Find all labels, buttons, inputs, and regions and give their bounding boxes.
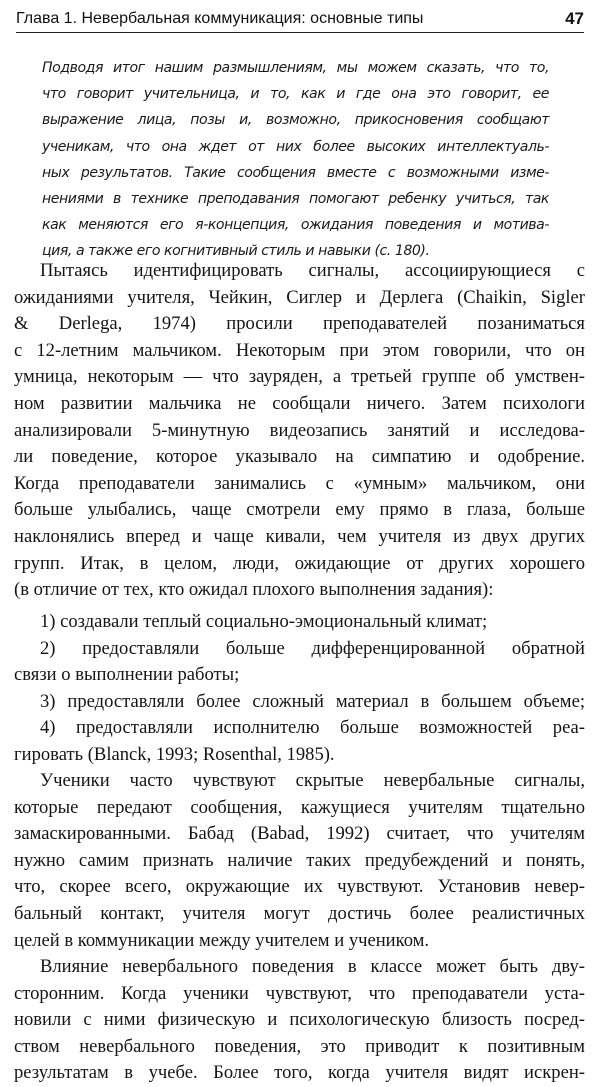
block-quote <box>42 55 549 265</box>
text-line: умница, некоторым — что зауряден, а третьей группе об умствен- <box>14 366 585 388</box>
quote-line: что говорит учительница, и то, как и где она это говорит, ее <box>42 86 549 103</box>
list-item-2: 2) предоставляли больше дифференцированной обратной <box>40 637 585 659</box>
text-line: групп. Итак, в целом, люди, ожидающие от других хорошего <box>14 552 585 574</box>
text-line: Влияние невербального поведения в классе может быть дву- <box>40 956 585 977</box>
text-line: с 12-летним мальчиком. Некоторым при этом говорили, что он <box>14 339 585 361</box>
page-number: 47 <box>565 9 584 28</box>
list-item-4: 4) предоставляли исполнителю больше возможностей реа- <box>40 717 585 739</box>
text-line: ном развитии мальчика не сообщали ничего. Затем психологи <box>14 392 585 414</box>
text-line: замаскированными. Бабад (Babad, 1992) считает, что учителям <box>14 823 585 845</box>
paragraph-two-sided-influence <box>14 954 585 1087</box>
quote-line: нениями в технике преподавания помогают ребенку учиться, так <box>42 191 549 208</box>
chapter-title: Глава 1. Невербальная коммуникация: основные типы <box>16 10 424 27</box>
text-line: & Derlega, 1974) просили преподавателей позаниматься <box>14 313 585 335</box>
text-line: Когда преподаватели занимались с «умным» мальчиком, они <box>14 472 585 494</box>
list-item-2-cont: связи о выполнении работы; <box>14 664 240 686</box>
text-line: сторонним. Когда ученики чувствуют, что преподаватели уста- <box>14 982 585 1004</box>
quote-line: ных результатов. Такие сообщения вместе с возможными изме- <box>42 164 549 181</box>
quote-line: Подводя итог нашим размышлениям, мы можем сказать, что то, <box>42 60 549 76</box>
text-line: которые передают сообщения, кажущиеся учителям тщательно <box>14 796 585 818</box>
text-line: бальный контакт, учителя могут достичь более реалистичных <box>14 902 585 924</box>
text-line: целей в коммуникации между учителем и учеником. <box>14 929 430 951</box>
text-line: новили с ними физическую и психологическую близость посред- <box>14 1009 585 1031</box>
text-line: нужно самим признать наличие таких предубеждений и понять, <box>14 849 585 871</box>
text-line: ли поведение, которое указывало на симпатию и одобрение. <box>14 446 585 468</box>
quote-line: выражение лица, позы и, возможно, прикосновения сообщают <box>42 112 549 129</box>
quote-line: ция, а также его когнитивный стиль и навыки (с. 180). <box>42 243 430 260</box>
list-item-3: 3) предоставляли более сложный материал в большем объеме; <box>40 690 585 712</box>
text-line: больше улыбались, чаще смотрели ему прямо в глаза, больше <box>14 499 585 521</box>
text-line: ством невербального поведения, это приводит к позитивным <box>14 1035 585 1057</box>
paragraph-hidden-signals <box>14 768 585 954</box>
header-rule <box>16 32 584 33</box>
text-line: наклонялись вперед и чаще кивали, чем учителя из двух других <box>14 525 585 547</box>
text-line: результатам в учебе. Более того, когда учителя видят искрен- <box>14 1062 585 1084</box>
text-line: Пытаясь идентифицировать сигналы, ассоциирующиеся с <box>40 260 585 281</box>
text-line: (в отличие от тех, кто ожидал плохого выполнения задания): <box>14 579 494 601</box>
list-item-1: 1) создавали теплый социально-эмоциональный климат; <box>40 611 488 632</box>
text-line: Ученики часто чувствуют скрытые невербальные сигналы, <box>40 770 585 791</box>
quote-line: ученикам, что она ждет от них более высоких интеллектуаль- <box>42 138 549 155</box>
running-head <box>16 7 584 31</box>
text-line: ожиданиями учителя, Чейкин, Сиглер и Дерлега (Chaikin, Sigler <box>14 286 585 308</box>
quote-line: как меняются его я-концепция, ожидания поведения и мотива- <box>42 217 549 234</box>
numbered-list <box>14 609 585 769</box>
text-line: что, скорее всего, окружающие их чувствуют. Установив невер- <box>14 876 585 898</box>
text-line: анализировали 5-минутную видеозапись занятий и исследова- <box>14 419 585 441</box>
list-item-4-cont: гировать (Blanck, 1993; Rosenthal, 1985). <box>14 743 335 765</box>
paragraph-chaikin-study <box>14 258 585 604</box>
